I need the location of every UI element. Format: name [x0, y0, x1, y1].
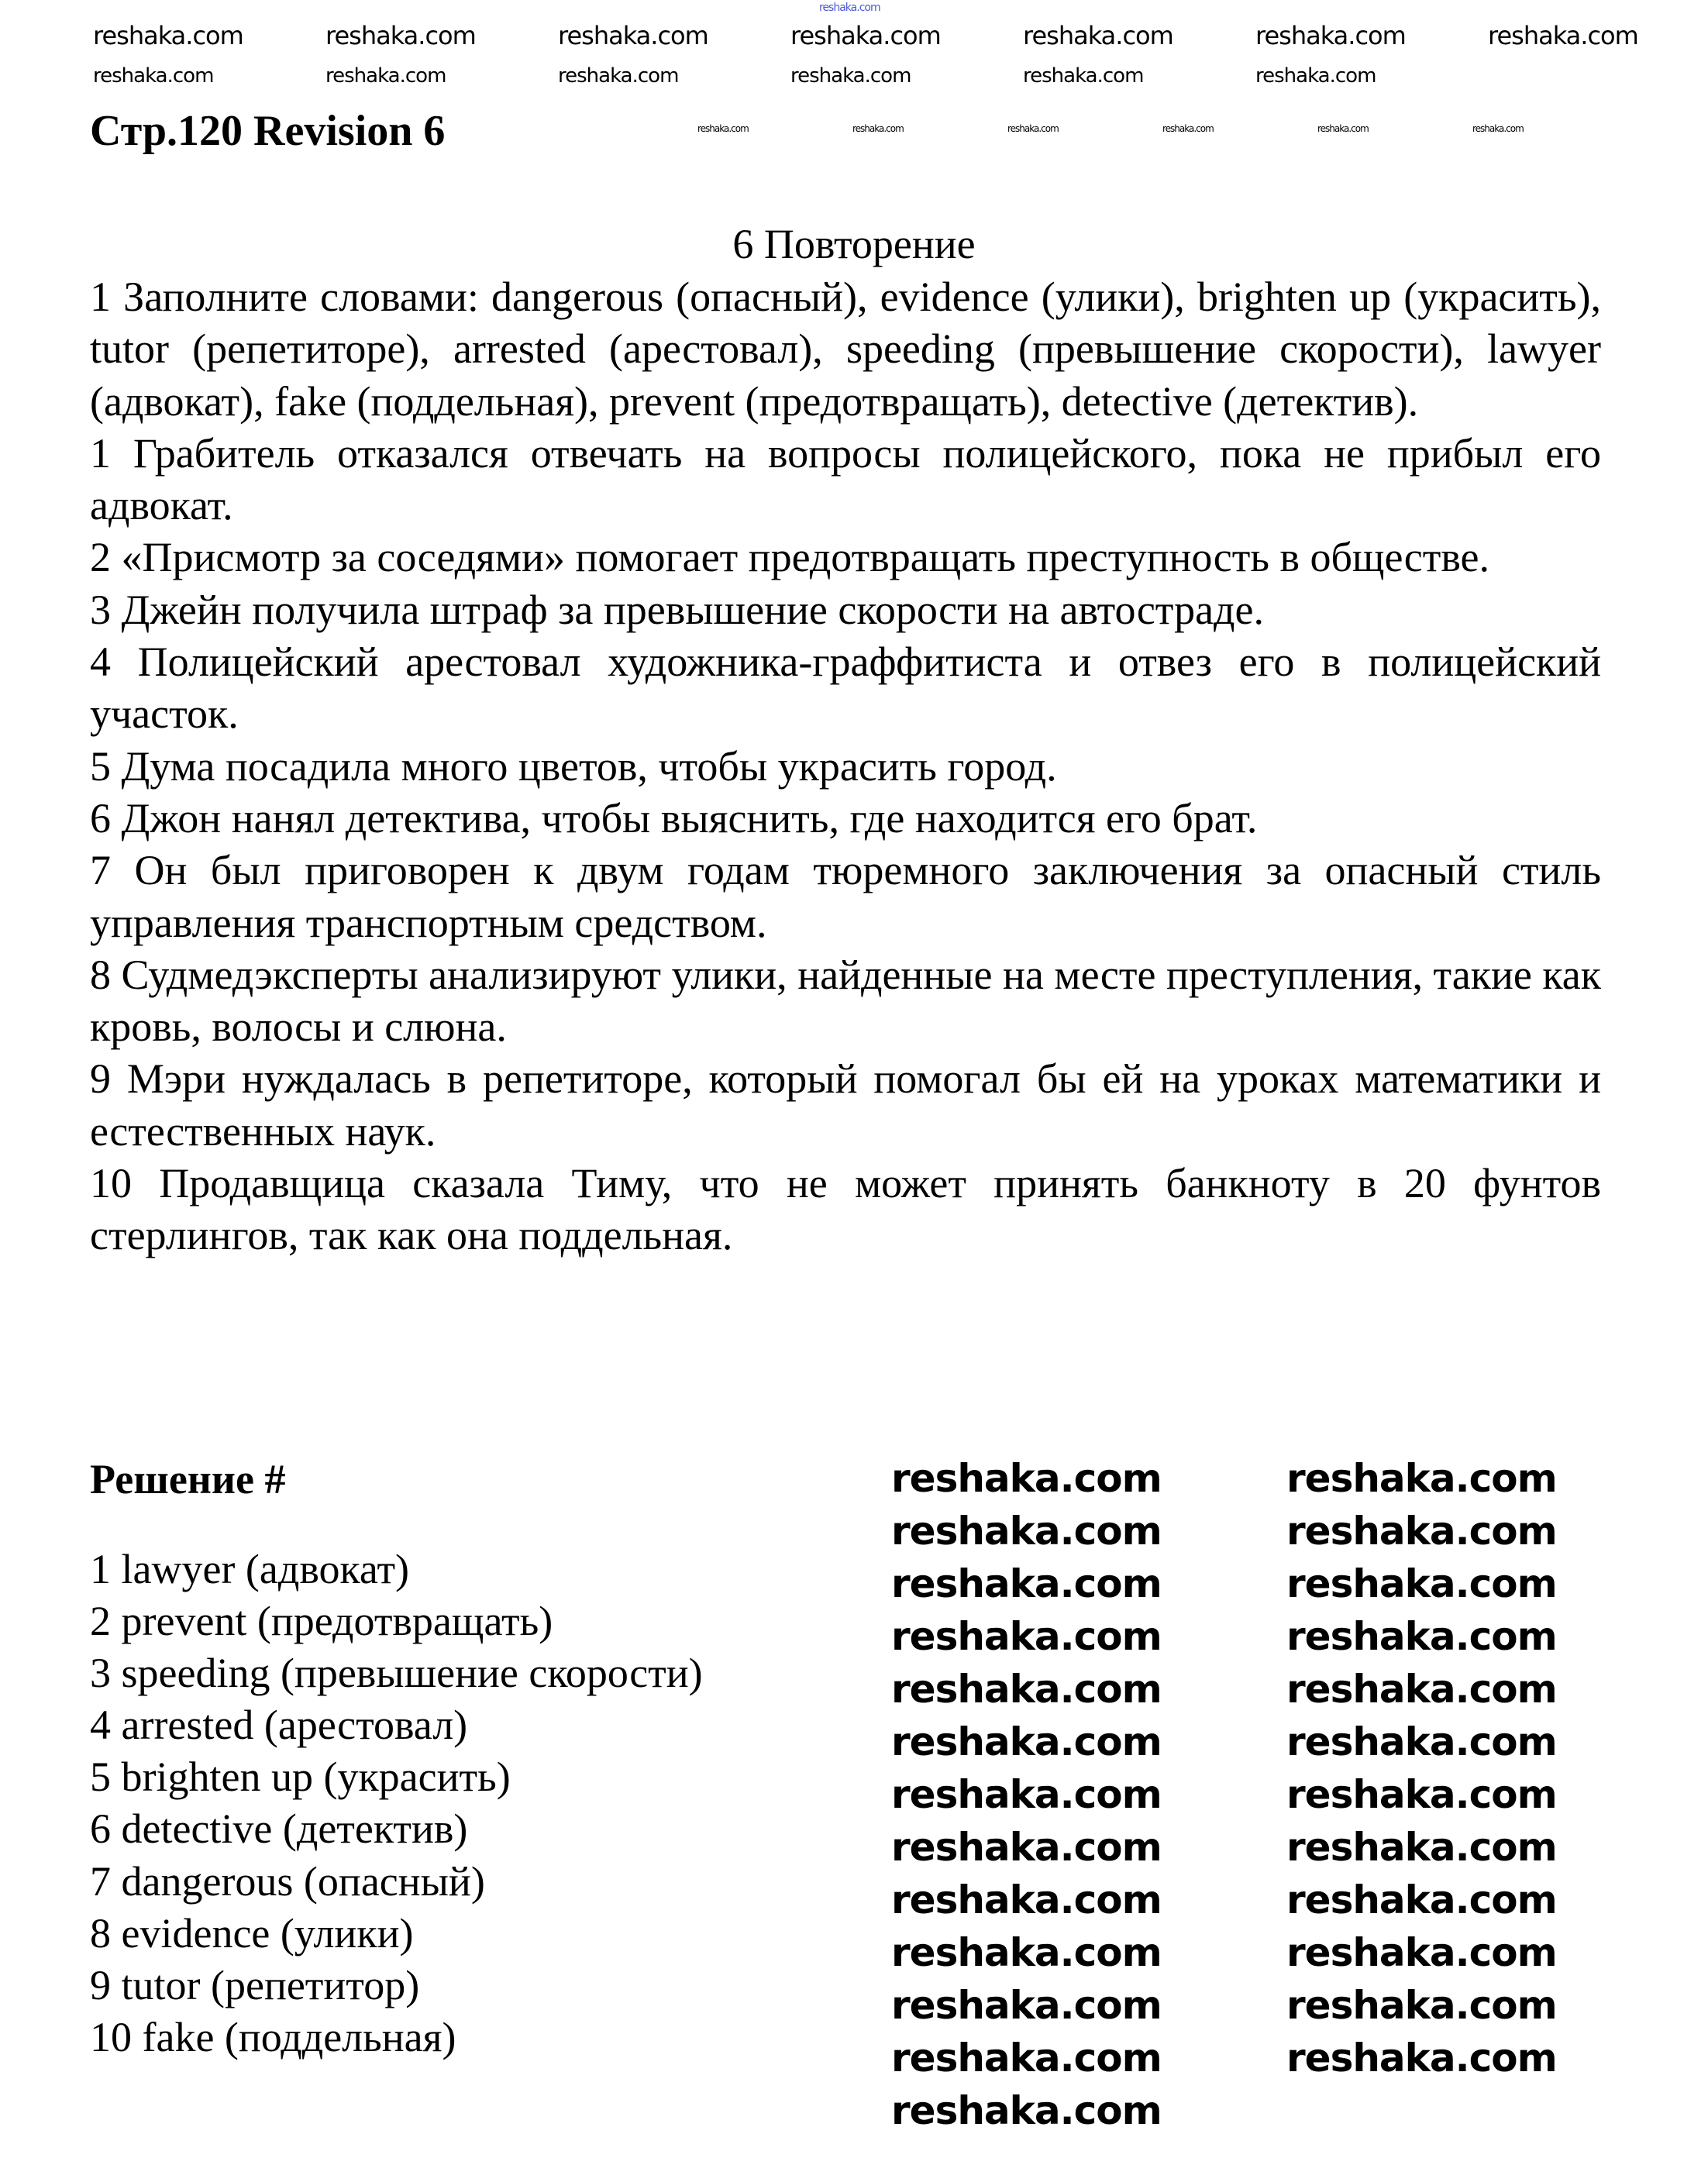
- watermark: reshaka.com: [1286, 1614, 1557, 1659]
- watermark: reshaka.com: [1255, 21, 1406, 50]
- sentence-8: 8 Судмедэксперты анализируют улики, найденные на месте преступления, такие как кровь, волосы и слюна.: [90, 951, 1601, 1051]
- watermark: reshaka.com: [1286, 1509, 1557, 1554]
- watermark: reshaka.com: [891, 2088, 1162, 2133]
- watermark: reshaka.com: [1023, 21, 1173, 50]
- watermark: reshaka.com: [891, 1614, 1162, 1659]
- watermark: reshaka.com: [1255, 64, 1376, 88]
- section-subtitle: 6 Повторение: [732, 221, 976, 267]
- sentence-10: 10 Продавщица сказала Тиму, что не может принять банкноту в 20 фунтов стерлингов, так как она поддельная.: [90, 1160, 1601, 1259]
- watermark: reshaka.com: [1286, 1877, 1557, 1922]
- sentence-3: 3 Джейн получила штраф за превышение скорости на автостраде.: [90, 586, 1264, 633]
- watermark: reshaka.com: [891, 1561, 1162, 1606]
- sentence-4: 4 Полицейский арестовал художника-граффитиста и отвез его в полицейский участок.: [90, 638, 1601, 738]
- watermark: reshaka.com: [1007, 123, 1059, 134]
- watermark: reshaka.com: [1286, 1825, 1557, 1870]
- watermark: reshaka.com: [1286, 1719, 1557, 1764]
- watermark: reshaka.com: [1286, 1983, 1557, 2028]
- task-instruction: 1 Заполните словами: dangerous (опасный), evidence (улики), brighten up (украсить), tutor (репетиторе), arrested (арестовал), speeding (превышение скорости), lawyer (адвокат), fake (поддельная), prevent (предотвращать), detective (детектив).: [90, 274, 1601, 425]
- watermark: reshaka.com: [1286, 1456, 1557, 1501]
- watermark: reshaka.com: [891, 1667, 1162, 1712]
- sentence-6: 6 Джон нанял детектива, чтобы выяснить, где находится его брат.: [90, 794, 1258, 842]
- task-body: [90, 271, 1601, 1262]
- answer-5: 5 brighten up (украсить): [90, 1754, 511, 1801]
- watermark: reshaka.com: [1286, 1667, 1557, 1712]
- watermark: reshaka.com: [891, 1877, 1162, 1922]
- answer-3: 3 speeding (превышение скорости): [90, 1650, 703, 1697]
- sentence-2: 2 «Присмотр за соседями» помогает предотвращать преступность в обществе.: [90, 534, 1490, 581]
- watermark: reshaka.com: [891, 1983, 1162, 2028]
- answer-4: 4 arrested (арестовал): [90, 1702, 468, 1749]
- watermark: reshaka.com: [891, 1509, 1162, 1554]
- watermark: reshaka.com: [1286, 1561, 1557, 1606]
- sentence-9: 9 Мэри нуждалась в репетиторе, который помогал бы ей на уроках математики и естественных наук.: [90, 1055, 1601, 1155]
- watermark: reshaka.com: [697, 123, 749, 134]
- watermark: reshaka.com: [558, 64, 679, 88]
- watermark: reshaka.com: [1317, 123, 1369, 134]
- watermark: reshaka.com: [891, 2036, 1162, 2081]
- watermark: reshaka.com: [1286, 1772, 1557, 1817]
- answer-9: 9 tutor (репетитор): [90, 1961, 420, 2008]
- answer-10: 10 fake (поддельная): [90, 2013, 456, 2060]
- sentence-7: 7 Он был приговорен к двум годам тюремного заключения за опасный стиль управления транспортным средством.: [90, 847, 1601, 946]
- watermark: reshaka.com: [93, 21, 243, 50]
- watermark: reshaka.com: [790, 64, 911, 88]
- solution-list: [90, 1544, 703, 2063]
- watermark: reshaka.com: [93, 64, 214, 88]
- watermark: reshaka.com: [852, 123, 904, 134]
- watermark: reshaka.com: [819, 2, 880, 14]
- sentence-5: 5 Дума посадила много цветов, чтобы украсить город.: [90, 742, 1057, 790]
- watermark: reshaka.com: [325, 64, 446, 88]
- watermark: reshaka.com: [1286, 1930, 1557, 1975]
- watermark: reshaka.com: [891, 1456, 1162, 1501]
- watermark: reshaka.com: [891, 1825, 1162, 1870]
- answer-7: 7 dangerous (опасный): [90, 1857, 485, 1905]
- page-title: Стр.120 Revision 6: [90, 107, 446, 155]
- watermark: reshaka.com: [790, 21, 941, 50]
- watermark: reshaka.com: [558, 21, 708, 50]
- answer-6: 6 detective (детектив): [90, 1805, 468, 1853]
- watermark: reshaka.com: [891, 1772, 1162, 1817]
- answer-8: 8 evidence (улики): [90, 1909, 414, 1957]
- watermark: reshaka.com: [891, 1930, 1162, 1975]
- watermark: reshaka.com: [325, 21, 476, 50]
- watermark: reshaka.com: [1472, 123, 1524, 134]
- answer-2: 2 prevent (предотвращать): [90, 1598, 553, 1645]
- watermark: reshaka.com: [1488, 21, 1638, 50]
- sentence-1: 1 Грабитель отказался отвечать на вопросы полицейского, пока не прибыл его адвокат.: [90, 429, 1601, 529]
- watermark: reshaka.com: [1162, 123, 1214, 134]
- watermark: reshaka.com: [1023, 64, 1144, 88]
- solution-title: Решение #: [90, 1456, 286, 1502]
- watermark: reshaka.com: [891, 1719, 1162, 1764]
- answer-1: 1 lawyer (адвокат): [90, 1546, 410, 1592]
- watermark: reshaka.com: [1286, 2036, 1557, 2081]
